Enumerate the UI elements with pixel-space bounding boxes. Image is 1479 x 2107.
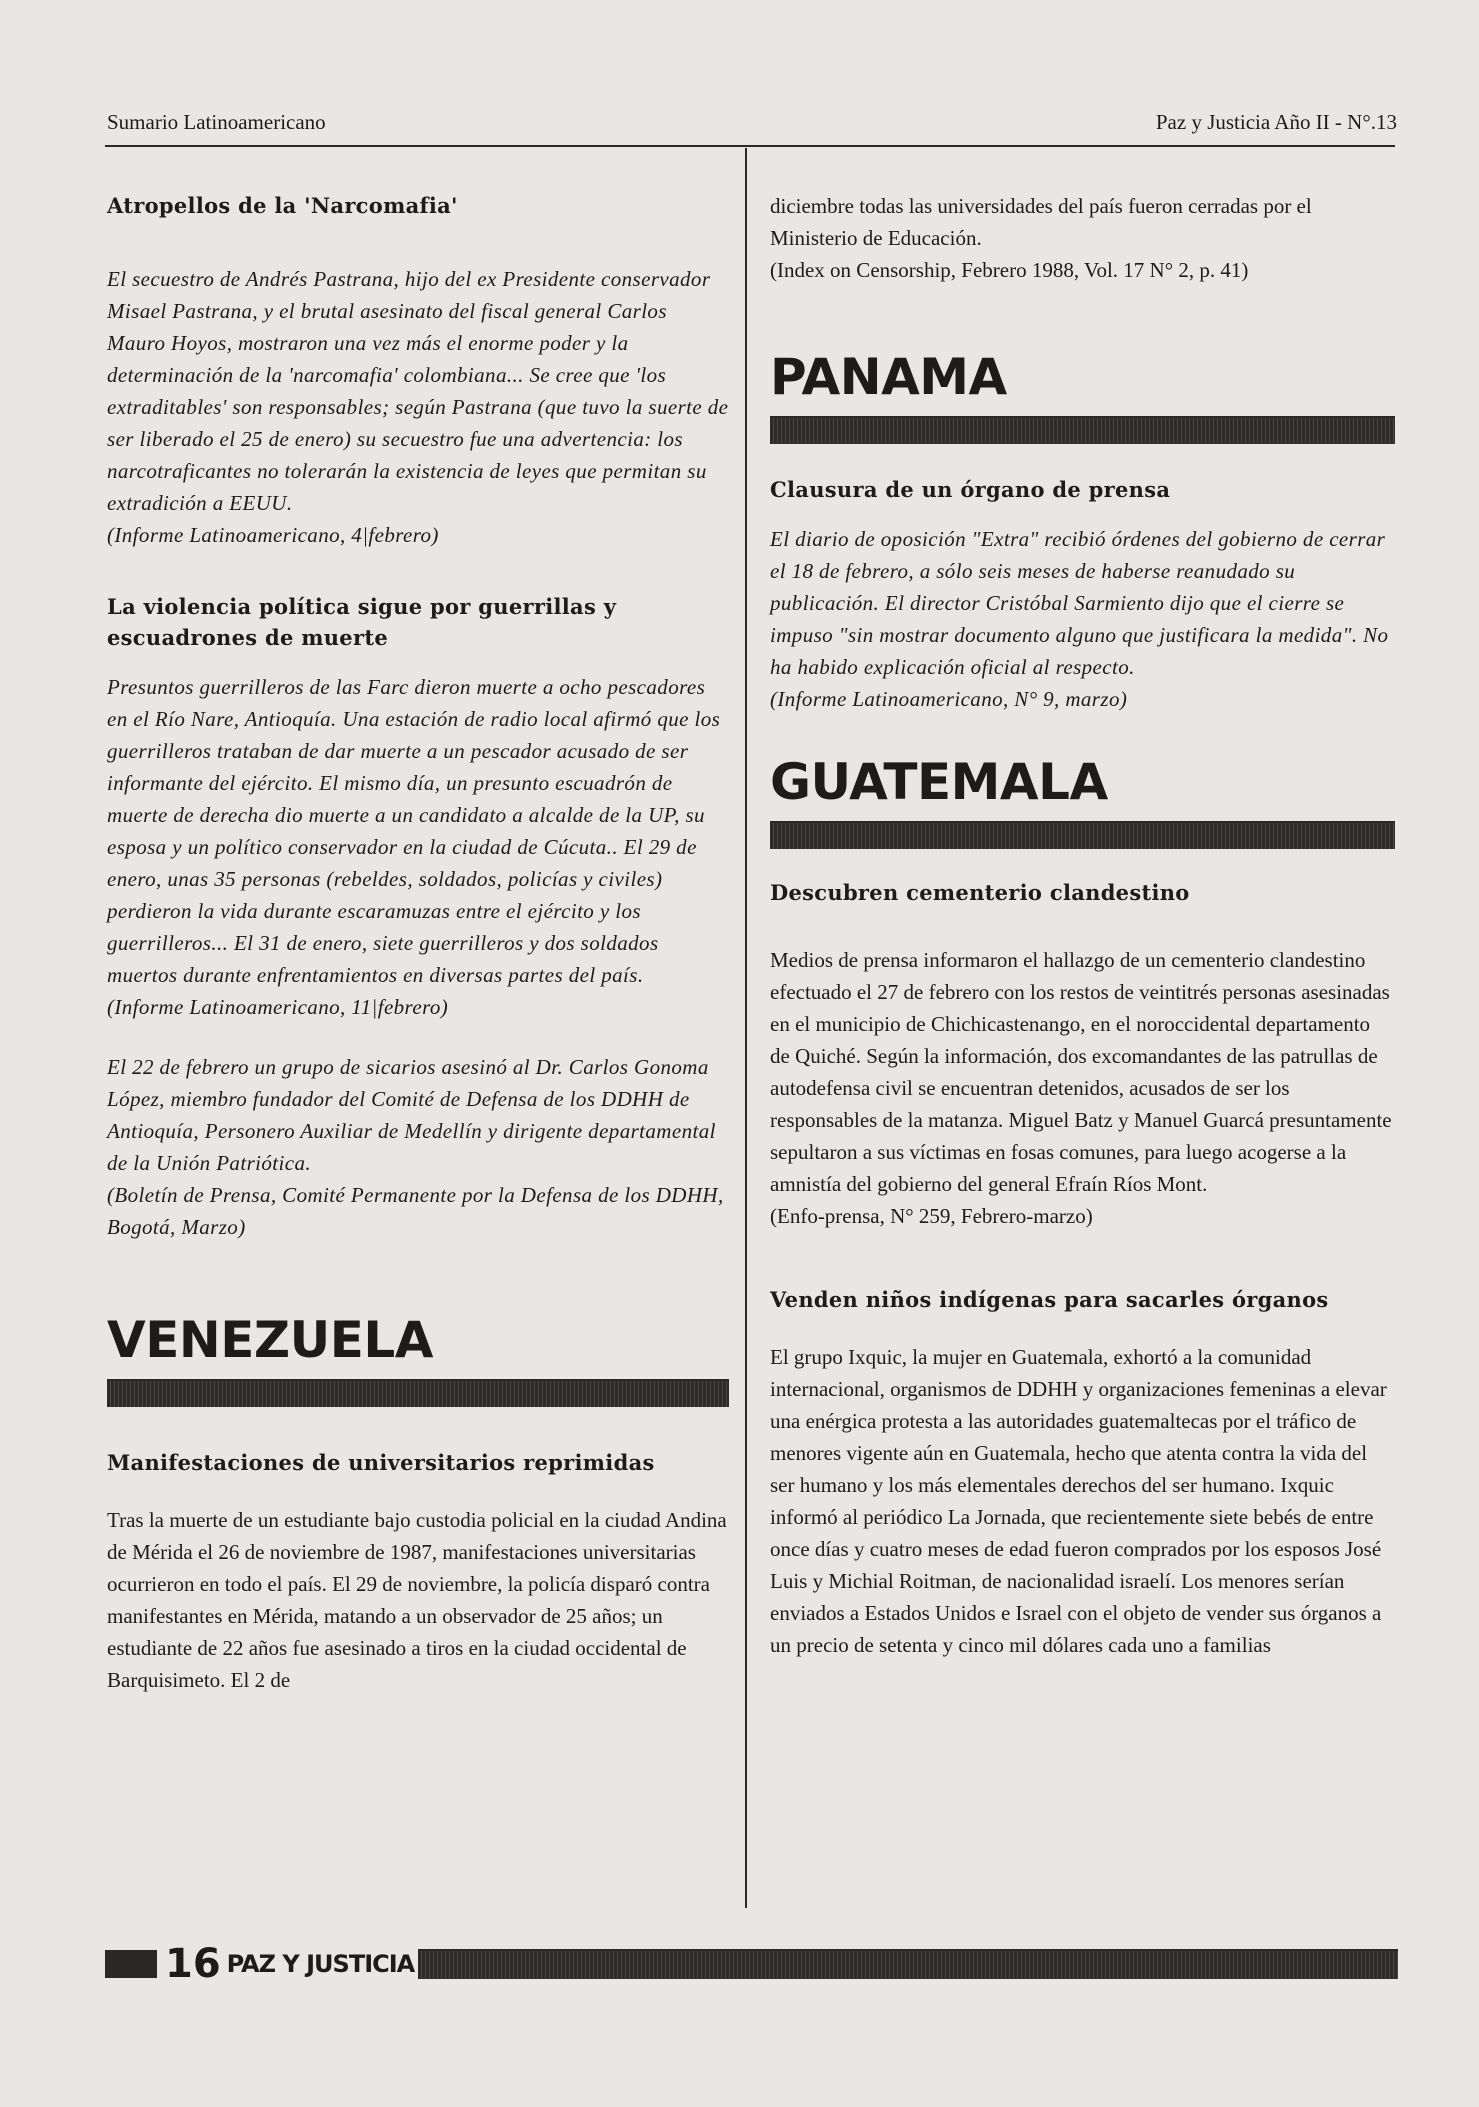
magazine-name: PAZ Y JUSTICIA: [226, 1950, 415, 1978]
country-heading-venezuela: VENEZUELA: [107, 1311, 433, 1369]
article-continuation: diciembre todas las universidades del país fueron cerradas por el Ministerio de Educación.: [770, 194, 1312, 250]
footer-bar: [418, 1949, 1398, 1979]
footer-square: [105, 1950, 157, 1978]
article-body-sicarios: El 22 de febrero un grupo de sicarios asesinó al Dr. Carlos Gonoma López, miembro fundador del Comité de Defensa de los DDHH de Antioquía, Personero Auxiliar de Medellín y dirigente departamental de la Unión Patriótica.: [107, 1055, 716, 1175]
issue-info: Paz y Justicia Año II - N°.13: [1155, 110, 1397, 134]
article-body-violencia: Presuntos guerrilleros de las Farc dieron muerte a ocho pescadores en el Río Nare, Antioquía. Una estación de radio local afirmó que los guerrilleros trataban de dar muerte a un pescador acusado de ser informante del ejército. El mismo día, un presunto escuadrón de muerte de derecha dio muerte a un candidato a alcalde de la UP, su esposa y un político conservador en la ciudad de Cúcuta.. El 29 de enero, unas 35 personas (rebeldes, soldados, policías y civiles) perdieron la vida durante escaramuzas entre el ejército y los guerrilleros... El 31 de enero, siete guerrilleros y dos soldados muertos durante enfrentamientos en diversas partes del país.: [107, 675, 721, 987]
article-title-narcomafia: Atropellos de la 'Narcomafia': [107, 193, 458, 218]
country-bar-venezuela: [107, 1379, 729, 1407]
article-title-violencia: La violencia política sigue por guerrillas y escuadrones de muerte: [107, 594, 617, 650]
article-title-cementerio: Descubren cementerio clandestino: [770, 880, 1190, 905]
page-footer: [105, 1941, 1398, 1987]
column-divider: [745, 148, 747, 1908]
left-column: [107, 190, 729, 1696]
article-source-clausura: (Informe Latinoamericano, N° 9, marzo): [770, 687, 1128, 711]
page-number: 16: [165, 1941, 221, 1987]
section-title: Sumario Latinoamericano: [107, 110, 326, 134]
article-body-clausura: El diario de oposición "Extra" recibió órdenes del gobierno de cerrar el 18 de febrero, a sólo seis meses de haberse reanudado su publicación. El director Cristóbal Sarmiento dijo que el cierre se impuso "sin mostrar documento alguno que justificara la medida". No ha habido explicación oficial al respecto.: [770, 527, 1389, 679]
article-title-universitarios: Manifestaciones de universitarios reprimidas: [107, 1450, 655, 1475]
article-source-narcomafia: (Informe Latinoamericano, 4|febrero): [107, 523, 439, 547]
article-source-sicarios: (Boletín de Prensa, Comité Permanente por la Defensa de los DDHH, Bogotá, Marzo): [107, 1183, 724, 1239]
article-body-ninos: El grupo Ixquic, la mujer en Guatemala, exhortó a la comunidad internacional, organismos de DDHH y organizaciones femeninas a elevar una enérgica protesta a las autoridades guatemaltecas por el tráfico de menores vigente aún en Guatemala, hecho que atenta contra la vida del ser humano y los más elementales derechos del ser humano. Ixquic informó al periódico La Jornada, que recientemente siete bebés de entre once días y cuatro meses de edad fueron comprados por los esposos José Luis y Michial Roitman, de nacionalidad israelí. Los menores serían enviados a Estados Unidos e Israel con el objeto de vender sus órganos a un precio de setenta y cinco mil dólares cada uno a familias: [770, 1345, 1387, 1657]
header-rule: [105, 145, 1395, 147]
right-column: [770, 190, 1395, 1661]
article-source-index: (Index on Censorship, Febrero 1988, Vol. 17 N° 2, p. 41): [770, 258, 1249, 282]
article-body-universitarios: Tras la muerte de un estudiante bajo custodia policial en la ciudad Andina de Mérida el 26 de noviembre de 1987, manifestaciones universitarias ocurrieron en todo el país. El 29 de noviembre, la policía disparó contra manifestantes en Mérida, matando a un observador de 25 años; un estudiante de 22 años fue asesinado a tiros en la ciudad occidental de Barquisimeto. El 2 de: [107, 1508, 727, 1692]
country-bar-panama: [770, 416, 1395, 444]
country-bar-guatemala: [770, 821, 1395, 849]
running-header: [107, 110, 1397, 135]
country-heading-guatemala: GUATEMALA: [770, 753, 1108, 811]
article-body-narcomafia: El secuestro de Andrés Pastrana, hijo del ex Presidente conservador Misael Pastrana, y el brutal asesinato del fiscal general Carlos Mauro Hoyos, mostraron una vez más el enorme poder y la determinación de la 'narcomafia' colombiana... Se cree que 'los extraditables' son responsables; según Pastrana (que tuvo la suerte de ser liberado el 25 de enero) su secuestro fue una advertencia: los narcotraficantes no tolerarán la existencia de leyes que permitan su extradición a EEUU.: [107, 267, 729, 515]
country-heading-panama: PANAMA: [770, 348, 1007, 406]
article-title-clausura: Clausura de un órgano de prensa: [770, 477, 1171, 502]
article-title-ninos: Venden niños indígenas para sacarles órganos: [770, 1287, 1329, 1312]
article-source-cementerio: (Enfo-prensa, N° 259, Febrero-marzo): [770, 1204, 1093, 1228]
article-source-violencia: (Informe Latinoamericano, 11|febrero): [107, 995, 449, 1019]
article-body-cementerio: Medios de prensa informaron el hallazgo de un cementerio clandestino efectuado el 27 de febrero con los restos de veintitrés personas asesinadas en el municipio de Chichicastenango, en el noroccidental departamento de Quiché. Según la información, dos excomandantes de las patrullas de autodefensa civil se encuentran detenidos, acusados de ser los responsables de la matanza. Miguel Batz y Manuel Guarcá presuntamente sepultaron a sus víctimas en fosas comunes, para luego acogerse a la amnistía del gobierno del general Efraín Ríos Mont.: [770, 948, 1392, 1196]
